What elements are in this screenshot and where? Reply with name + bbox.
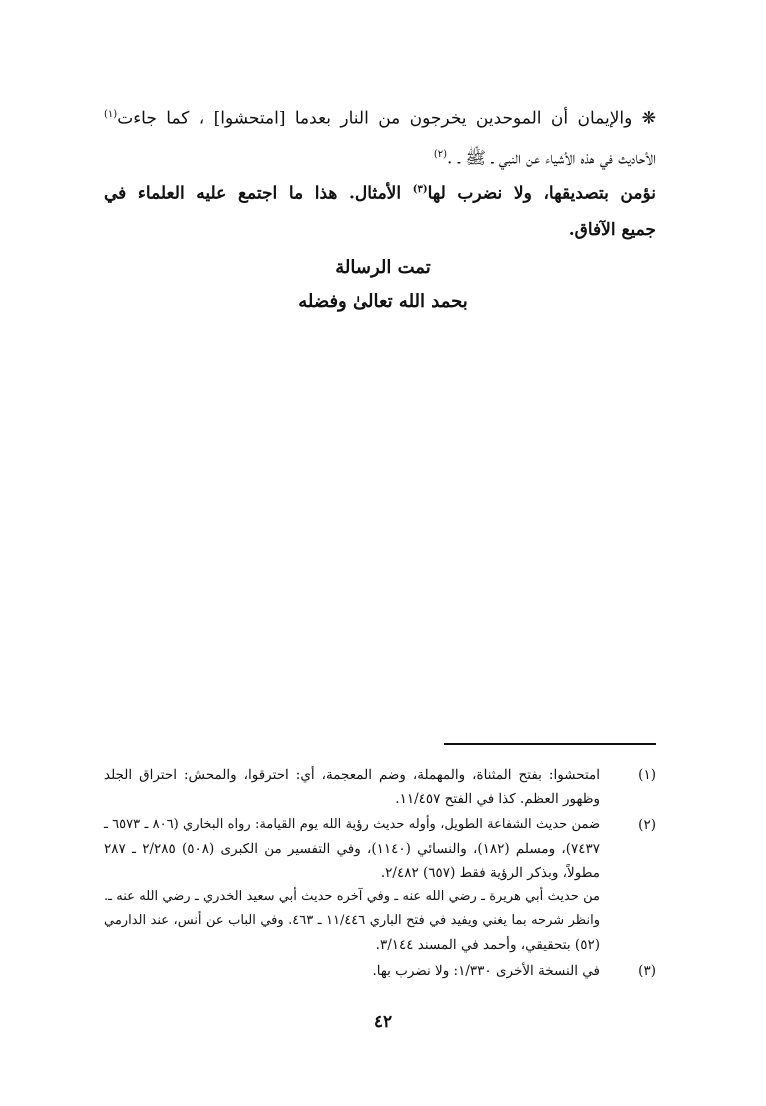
text-line [104,97,656,137]
footnote-ref-1[interactable]: (١) [104,109,118,120]
text-segment: نؤمن بتصديقها، ولا نضرب لها [427,183,656,204]
closing-line: تمت الرسالة [335,257,431,278]
footnote-separator [444,743,656,745]
footnotes [104,763,656,985]
footnote-2 [104,813,656,957]
footnote-number: (١) [638,767,656,783]
text-segment: الأحاديث في هذه الأشياء عن النبي ـ ﷺ ـ . [447,148,656,169]
footnote-line: ٧٤٣٧)، ومسلم (١٨٢)، والنسائي (١١٤٠)، وفي التفسير من الكبرى (٥٠٨) ٢/٢٨٥ ـ ٢٨٧ [104,841,600,857]
text-line [104,137,656,177]
footnote-line: في النسخة الأخرى ١/٣٣٠: ولا نضرب بها. [372,963,600,979]
footnote-line: ضمن حديث الشفاعة الطويل، وأوله حديث رؤية الله يوم القيامة: رواه البخاري (٨٠٦ ـ ٦٥٧٣ ـ [104,817,600,832]
text-segment: ❋ والإيمان أن الموحدين يخرجون من النار بعدما [امتحشوا] ، كما جاءت [117,108,656,129]
text-line [104,172,656,212]
paragraph-resurrection [104,97,656,176]
footnote-3 [104,959,656,983]
footnote-line: مطولاً، وبذكر الرؤية فقط (٦٥٧) ٢/٤٨٢. [380,865,600,881]
footnote-line: (٥٢) بتحقيقي، وأحمد في المسند ٣/١٤٤. [375,937,600,953]
footnote-line: وظهور العظم. كذا في الفتح ١١/٤٥٧. [395,791,600,807]
text-segment: الأمثال. هذا ما اجتمع عليه العلماء في [104,183,413,204]
page-number: ٤٢ [373,1012,393,1032]
closing-line: بحمد الله تعالىٰ وفضله [298,291,468,312]
paragraph-consensus [104,172,656,248]
footnote-ref-2[interactable]: (٢) [433,148,448,160]
footnote-line: امتحشوا: بفتح المثناة، والمهملة، وضم المعجمة، أي: احترقوا، والمحش: احتراق الجلد [104,767,600,783]
closing-formula [0,251,766,319]
footnote-1 [104,763,656,811]
footnote-number: (٢) [638,817,656,833]
footnote-ref-3[interactable]: (٣) [412,184,428,195]
text-line: جميع الآفاق. [568,219,656,240]
footnote-number: (٣) [638,963,656,979]
footnote-line: من حديث أبي هريرة ـ رضي الله عنه ـ وفي آخره حديث أبي سعيد الخدري ـ رضي الله عنه ـ. [104,889,600,904]
footnote-line: وانظر شرحه بما يغني ويفيد في فتح الباري ١١/٤٤٦ ـ ٤٦٣. وفي الباب عن أنس، عند الدارمي [104,913,600,928]
